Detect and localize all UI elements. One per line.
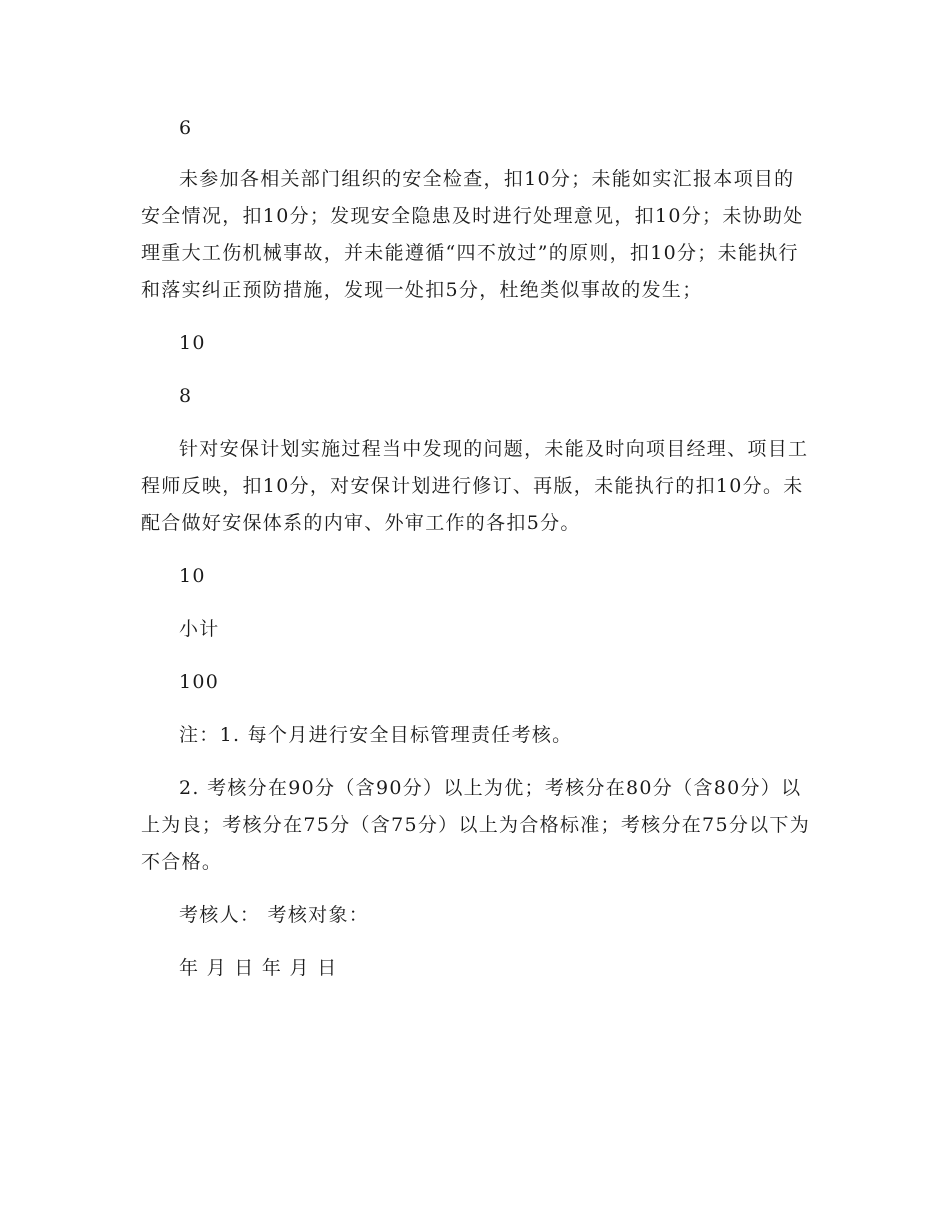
- document-body: [141, 110, 811, 987]
- date-line: 年 月 日 年 月 日: [179, 957, 338, 979]
- note-line-2: 2. 考核分在90分（含90分）以上为优；考核分在80分（含80分）以上为良；考核分在75分（含75分）以上为合格标准；考核分在75分以下为不合格。: [141, 777, 811, 873]
- note-line-1: 注：1. 每个月进行安全目标管理责任考核。: [179, 724, 573, 746]
- signature-line: 考核人： 考核对象：: [179, 904, 370, 926]
- subtotal-label: 小计: [179, 618, 220, 640]
- security-plan-paragraph: 针对安保计划实施过程当中发现的问题，未能及时向项目经理、项目工程师反映，扣10分，对安保计划进行修订、再版，未能执行的扣10分。未配合做好安保体系的内审、外审工作的各扣5分。: [141, 438, 809, 534]
- item-number-6: 6: [179, 117, 193, 139]
- subtotal-value: 100: [179, 671, 220, 693]
- score-value: 10: [179, 332, 206, 354]
- score-value: 10: [179, 565, 206, 587]
- item-number-8: 8: [179, 385, 193, 407]
- deduction-rules-paragraph: 未参加各相关部门组织的安全检查，扣10分；未能如实汇报本项目的安全情况，扣10分；发现安全隐患及时进行处理意见，扣10分；未协助处理重大工伤机械事故，并未能遵循“四不放过”的原则，扣10分；未能执行和落实纠正预防措施，发现一处扣5分，杜绝类似事故的发生；: [141, 168, 804, 301]
